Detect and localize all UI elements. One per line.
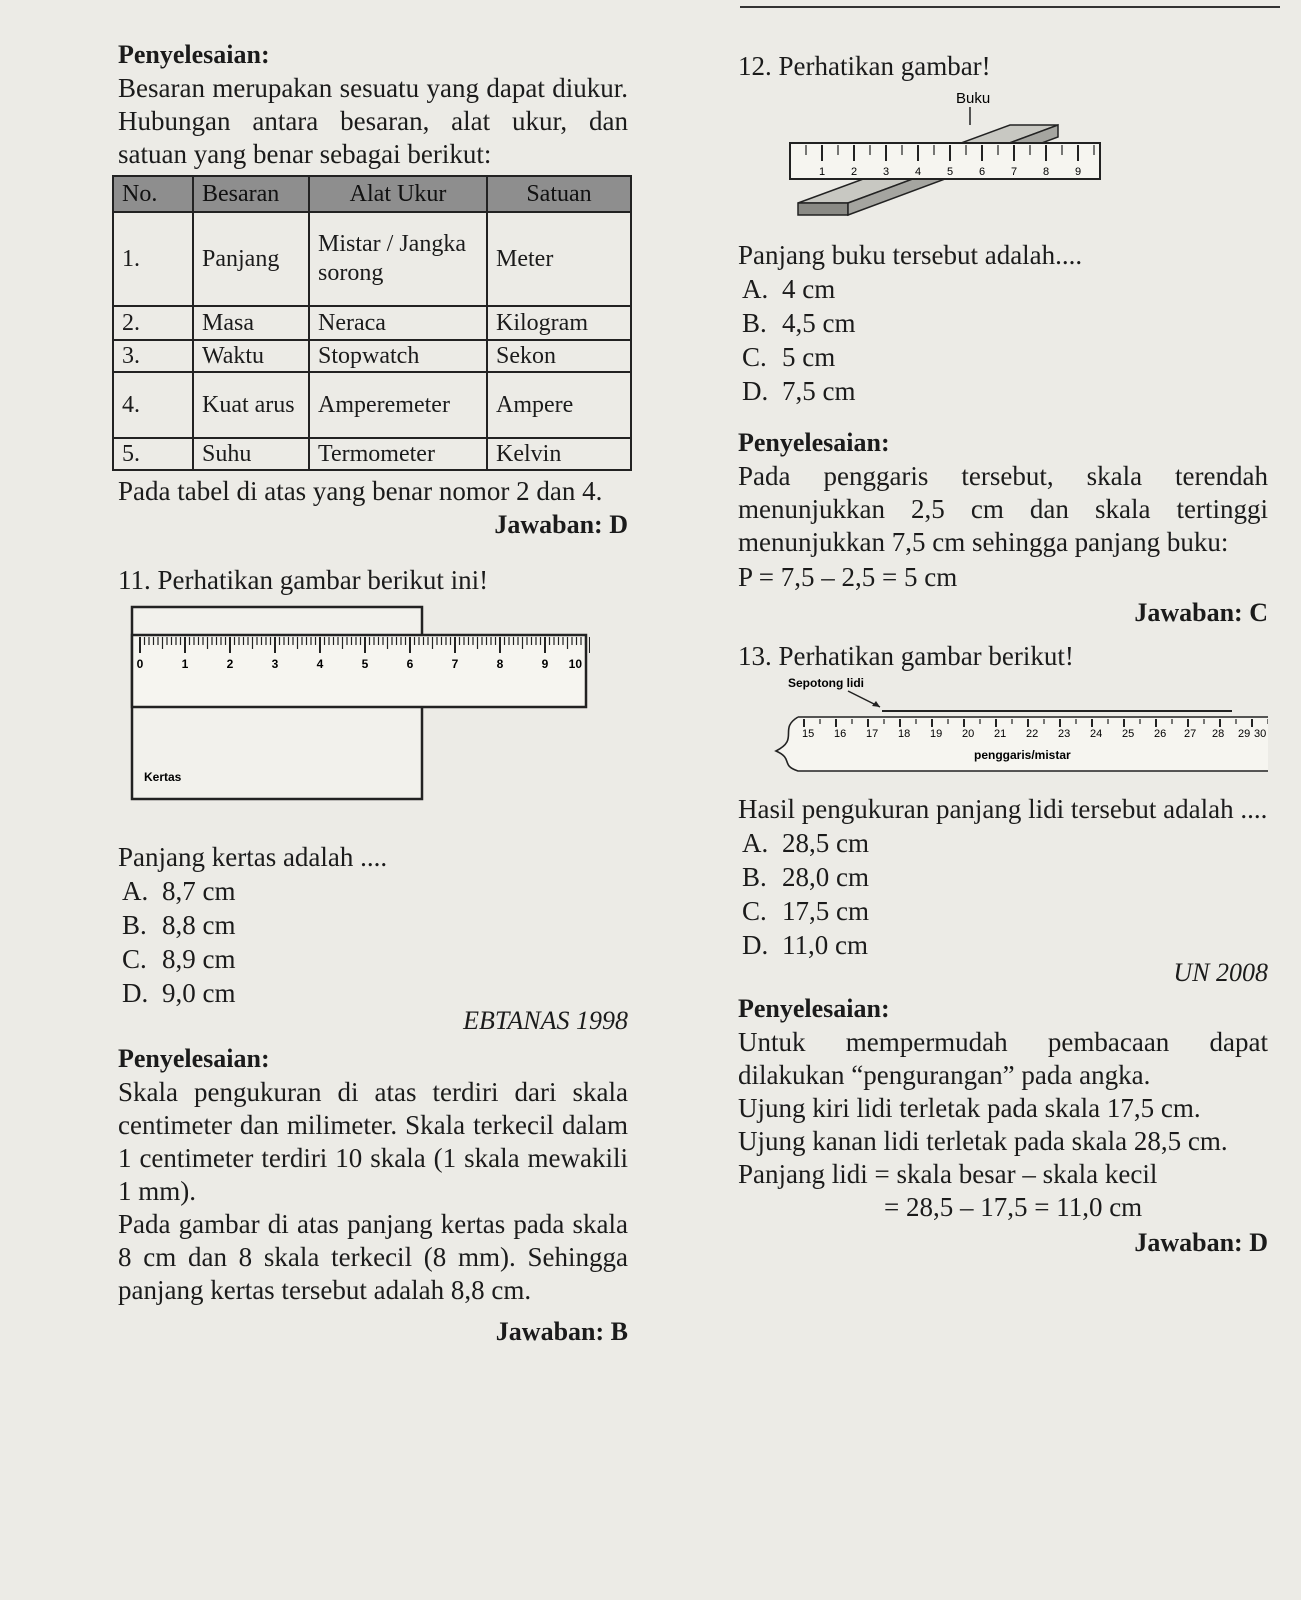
table-cell: Waktu: [193, 340, 309, 372]
ruler-number: 22: [1026, 728, 1039, 740]
table-cell: Suhu: [193, 438, 309, 470]
table-cell: Kelvin: [487, 438, 631, 470]
option-text: 11,0 cm: [782, 930, 868, 960]
option-b[interactable]: [122, 908, 628, 942]
question-11-ask: Panjang kertas adalah ....: [118, 842, 388, 872]
ruler-number: 6: [978, 166, 986, 178]
ruler-number: 24: [1090, 728, 1103, 740]
solution-title: Penyelesaian:: [738, 428, 890, 457]
ruler-body: [790, 143, 1100, 179]
ruler-number: 8: [496, 657, 504, 671]
ruler-number: 8: [1042, 166, 1050, 178]
option-letter: C.: [742, 342, 767, 372]
page-top-rule: [740, 6, 1280, 8]
source-label: UN 2008: [1173, 958, 1268, 987]
ruler-number: 9: [1074, 166, 1082, 178]
option-a[interactable]: [742, 826, 1268, 860]
solution-text: Pada gambar di atas panjang kertas pada skala 8 cm dan 8 skala terkecil (8 mm). Sehingga panjang kertas tersebut adalah 8,8 cm.: [118, 1209, 628, 1305]
question-13: 13. Perhatikan gambar berikut!: [738, 641, 1074, 671]
ruler-label: penggaris/mistar: [974, 748, 1071, 762]
ruler-number: 1: [181, 657, 189, 671]
ruler-number: 5: [361, 657, 369, 671]
option-text: 5 cm: [782, 342, 836, 372]
ruler-number: 1: [818, 166, 826, 178]
option-d[interactable]: [742, 374, 1268, 408]
ruler-number: 20: [962, 728, 975, 740]
answer-label: Jawaban: D: [1134, 1228, 1268, 1257]
table-cell: Amperemeter: [309, 372, 487, 438]
option-text: 28,0 cm: [782, 862, 869, 892]
option-text: 8,7 cm: [162, 876, 236, 906]
table-cell: Meter: [487, 212, 631, 306]
solution-title: Penyelesaian:: [118, 1044, 270, 1073]
ruler-number: 7: [1010, 166, 1018, 178]
table-row: [113, 340, 631, 372]
ruler-number: 10: [568, 657, 582, 671]
answer-label: Jawaban: C: [1134, 598, 1268, 627]
option-d[interactable]: [122, 976, 628, 1010]
solution-text: Ujung kanan lidi terletak pada skala 28,5 cm.: [738, 1126, 1228, 1156]
right-column: [738, 38, 1268, 1258]
book-ruler-figure: [788, 85, 1128, 235]
question-11: 11. Perhatikan gambar berikut ini!: [118, 565, 489, 595]
ruler-number: 7: [451, 657, 459, 671]
option-letter: B.: [122, 910, 147, 940]
solution-title: Penyelesaian:: [118, 40, 270, 69]
ruler-number: 17: [866, 728, 879, 740]
ruler-number: 4: [316, 657, 324, 671]
ruler-number: 26: [1154, 728, 1167, 740]
ruler-number: 0: [136, 657, 144, 671]
option-c[interactable]: [122, 942, 628, 976]
option-text: 17,5 cm: [782, 896, 869, 926]
ruler-number: 4: [914, 166, 922, 178]
table-cell: 3.: [113, 340, 193, 372]
table-row: [113, 438, 631, 470]
ruler-number: 28: [1212, 728, 1225, 740]
table-cell: Termometer: [309, 438, 487, 470]
ruler-number: 29: [1238, 728, 1251, 740]
solution-text: Besaran merupakan sesuatu yang dapat diukur. Hubungan antara besaran, alat ukur, dan satuan yang benar sebagai berikut:: [118, 73, 628, 169]
stick-ruler-figure: [738, 673, 1268, 783]
ruler-number: 3: [882, 166, 890, 178]
table-row: [113, 372, 631, 438]
table-header: Alat Ukur: [309, 176, 487, 212]
stick-label: Sepotong lidi: [788, 676, 864, 690]
table-cell: Masa: [193, 306, 309, 340]
ruler-number: 25: [1122, 728, 1135, 740]
option-b[interactable]: [742, 306, 1268, 340]
solution-title: Penyelesaian:: [738, 994, 890, 1023]
ruler-number: 30: [1254, 728, 1267, 740]
table-cell: Kuat arus: [193, 372, 309, 438]
option-text: 8,9 cm: [162, 944, 236, 974]
option-letter: D.: [742, 930, 769, 960]
option-text: 9,0 cm: [162, 978, 236, 1008]
book-spine: [798, 203, 848, 215]
table-cell: 5.: [113, 438, 193, 470]
ruler-number: 2: [226, 657, 234, 671]
option-letter: D.: [122, 978, 149, 1008]
option-c[interactable]: [742, 340, 1268, 374]
ruler-number: 19: [930, 728, 943, 740]
table-cell: 2.: [113, 306, 193, 340]
ruler-number: 15: [802, 728, 815, 740]
solution-text: Untuk mempermudah pembacaan dapat dilakukan “pengurangan” pada angka.: [738, 1027, 1268, 1090]
answer-label: Jawaban: D: [494, 510, 628, 539]
ruler-number: 9: [541, 657, 549, 671]
ruler-number: 5: [946, 166, 954, 178]
option-text: 8,8 cm: [162, 910, 236, 940]
ruler-number: 27: [1184, 728, 1197, 740]
formula: = 28,5 – 17,5 = 11,0 cm: [884, 1192, 1143, 1222]
ruler-number: 2: [850, 166, 858, 178]
table-cell: Stopwatch: [309, 340, 487, 372]
option-b[interactable]: [742, 860, 1268, 894]
table-header-row: [113, 176, 631, 212]
question-13-ask: Hasil pengukuran panjang lidi tersebut adalah ....: [738, 794, 1268, 824]
option-letter: A.: [742, 274, 769, 304]
source-label: EBTANAS 1998: [463, 1006, 628, 1035]
table-cell: Sekon: [487, 340, 631, 372]
option-letter: B.: [742, 862, 767, 892]
option-letter: B.: [742, 308, 767, 338]
book-label: Buku: [956, 90, 991, 107]
option-text: 4 cm: [782, 274, 836, 304]
question-12: 12. Perhatikan gambar!: [738, 51, 991, 81]
table-header: Satuan: [487, 176, 631, 212]
ruler-number: 6: [406, 657, 414, 671]
table-row: [113, 306, 631, 340]
table-cell: 1.: [113, 212, 193, 306]
option-letter: C.: [122, 944, 147, 974]
table-cell: 4.: [113, 372, 193, 438]
option-a[interactable]: [122, 874, 628, 908]
paper-ruler-figure: [130, 605, 590, 805]
solution-text: Pada penggaris tersebut, skala terendah menunjukkan 2,5 cm dan skala tertinggi menunjukkan 7,5 cm sehingga panjang buku:: [738, 461, 1268, 557]
option-letter: A.: [742, 828, 769, 858]
ruler-number: 23: [1058, 728, 1071, 740]
option-letter: C.: [742, 896, 767, 926]
option-d[interactable]: [742, 928, 1268, 962]
table-cell: Kilogram: [487, 306, 631, 340]
table-header: Besaran: [193, 176, 309, 212]
option-a[interactable]: [742, 272, 1268, 306]
table-conclusion: Pada tabel di atas yang benar nomor 2 dan 4.: [118, 476, 603, 506]
ruler-number: 3: [271, 657, 279, 671]
solution-text: Skala pengukuran di atas terdiri dari skala centimeter dan milimeter. Skala terkecil dalam 1 centimeter terdiri 10 skala (1 skala mewakili 1 mm).: [118, 1077, 628, 1206]
option-text: 4,5 cm: [782, 308, 856, 338]
option-text: 7,5 cm: [782, 376, 856, 406]
paper-label: Kertas: [144, 770, 182, 784]
ruler-number: 18: [898, 728, 911, 740]
question-12-ask: Panjang buku tersebut adalah....: [738, 240, 1083, 270]
formula: Panjang lidi = skala besar – skala kecil: [738, 1159, 1158, 1189]
table-cell: Mistar / Jangka sorong: [309, 212, 487, 306]
quantities-table: [112, 175, 632, 471]
table-cell: Panjang: [193, 212, 309, 306]
table-cell: Ampere: [487, 372, 631, 438]
table-row: [113, 212, 631, 306]
option-letter: A.: [122, 876, 149, 906]
ruler-number: 21: [994, 728, 1007, 740]
option-letter: D.: [742, 376, 769, 406]
option-c[interactable]: [742, 894, 1268, 928]
ruler-number: 16: [834, 728, 847, 740]
option-text: 28,5 cm: [782, 828, 869, 858]
solution-text: Ujung kiri lidi terletak pada skala 17,5 cm.: [738, 1093, 1201, 1123]
left-column: [118, 38, 628, 1347]
table-cell: Neraca: [309, 306, 487, 340]
table-header: No.: [113, 176, 193, 212]
formula: P = 7,5 – 2,5 = 5 cm: [738, 562, 958, 592]
answer-label: Jawaban: B: [495, 1317, 628, 1346]
ruler-body: [132, 635, 586, 707]
